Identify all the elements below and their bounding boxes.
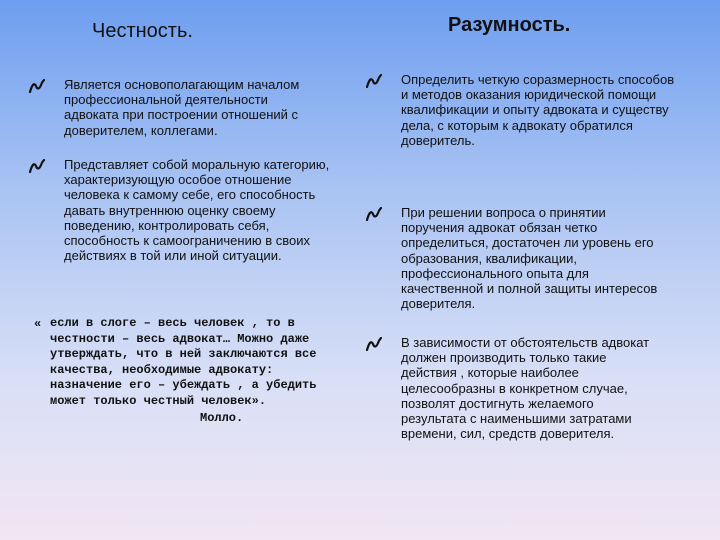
right-bullet-3-text: В зависимости от обстоятельств адвокат должен производить только такие действия , которые наиболее целесообразны в конкретном случае, позволят достигнуть желаемого результата с наименьшими затратами времени, сил, средств доверителя. xyxy=(401,335,650,442)
swash-bullet-icon xyxy=(29,159,45,173)
molleau-quote xyxy=(36,316,326,427)
right-bullet-1 xyxy=(401,72,681,148)
quote-author: Молло. xyxy=(200,411,244,425)
quote-text: если в слоге – весь человек , то в честности – весь адвокат… Можно даже утверждать, что в ней заключаются все качества, необходимые адвокату: назначение его – убеждать , а убедить может только честный человек». xyxy=(50,316,317,408)
right-bullet-3 xyxy=(401,335,661,441)
swash-bullet-icon xyxy=(366,337,382,351)
swash-bullet-icon xyxy=(366,74,382,88)
left-bullet-1-text: Является основополагающим началом профессиональной деятельности адвоката при построении отношений с доверителем, коллегами. xyxy=(64,77,300,138)
left-title: Честность. xyxy=(92,20,193,42)
right-bullet-1-text: Определить четкую соразмерность способов и методов оказания юридической помощи квалификации и опыту адвоката и существу дела, с которым к адвокату обратился доверитель. xyxy=(401,72,675,148)
left-bullet-2 xyxy=(64,157,332,263)
swash-bullet-icon xyxy=(29,79,45,93)
right-bullet-2-text: При решении вопроса о принятии поручения адвокат обязан четко определиться, достаточен ли уровень его образования, квалификации, профессионального опыта для качественной и полной защиты интересов доверителя. xyxy=(401,205,658,312)
left-bullet-2-text: Представляет собой моральную категорию, характеризующую особое отношение человека к самому себе, его способность давать внутреннюю оценку своему поведению, контролировать себя, способность к самоограничению в своих действиях в той или иной ситуации. xyxy=(64,157,330,264)
swash-bullet-icon xyxy=(366,207,382,221)
left-bullet-1 xyxy=(64,77,324,138)
right-title: Разумность. xyxy=(448,14,571,36)
right-bullet-2 xyxy=(401,205,663,311)
quote-mark: « xyxy=(34,317,42,331)
